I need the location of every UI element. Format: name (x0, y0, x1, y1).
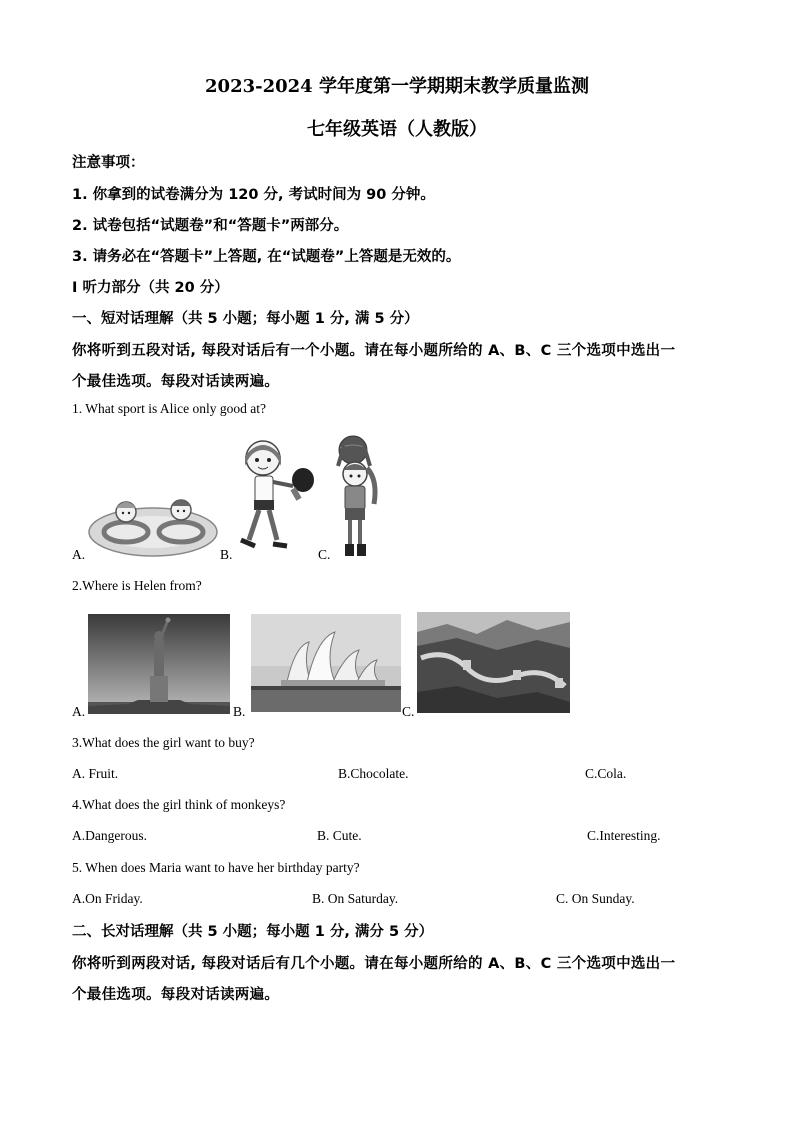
girl-basketball-image (330, 434, 390, 560)
q3-option-c: C.Cola. (585, 766, 627, 781)
statue-of-liberty-image (88, 614, 230, 714)
note-item-2: 2. 试卷包括“试题卷”和“答题卡”两部分。 (72, 218, 349, 234)
q4-option-a: A.Dangerous. (72, 828, 147, 843)
q4-option-c: C.Interesting. (587, 828, 661, 843)
q5-option-c: C. On Sunday. (556, 891, 635, 906)
exam-subtitle: 七年级英语（人教版） (307, 119, 487, 140)
question-1-text: 1. What sport is Alice only good at? (72, 401, 266, 416)
q1-option-c-label: C. (318, 547, 331, 562)
part1-heading: I 听力部分（共 20 分） (72, 280, 229, 296)
q2-option-b-label: B. (233, 704, 246, 719)
section2-instruction-line1: 你将听到两段对话, 每段对话后有几个小题。请在每小题所给的 A、B、C 三个选项中选出一 (72, 956, 676, 972)
q1-option-b-label: B. (220, 547, 233, 562)
note-item-3: 3. 请务必在“答题卡”上答题, 在“试题卷”上答题是无效的。 (72, 249, 461, 265)
girl-ping-pong-image (235, 436, 320, 558)
kids-swimming-image (86, 490, 220, 560)
q5-option-b: B. On Saturday. (312, 891, 399, 906)
section1-heading: 一、短对话理解（共 5 小题；每小题 1 分, 满 5 分） (72, 311, 419, 327)
question-5-text: 5. When does Maria want to have her birthday party? (72, 860, 360, 875)
q4-option-b: B. Cute. (317, 828, 362, 843)
note-item-1: 1. 你拿到的试卷满分为 120 分, 考试时间为 90 分钟。 (72, 187, 435, 203)
q2-option-a-label: A. (72, 704, 86, 719)
q3-option-a: A. Fruit. (72, 766, 119, 781)
section1-instruction-line1: 你将听到五段对话, 每段对话后有一个小题。请在每小题所给的 A、B、C 三个选项中选出一 (72, 343, 676, 359)
section2-heading: 二、长对话理解（共 5 小题；每小题 1 分, 满分 5 分） (72, 924, 434, 940)
question-2-text: 2.Where is Helen from? (72, 578, 202, 593)
section1-instruction-line2: 个最佳选项。每段对话读两遍。 (72, 374, 280, 390)
section2-instruction-line2: 个最佳选项。每段对话读两遍。 (72, 987, 280, 1003)
question-4-text: 4.What does the girl think of monkeys? (72, 797, 286, 812)
q3-option-b: B.Chocolate. (338, 766, 409, 781)
q2-option-c-label: C. (402, 704, 415, 719)
q1-option-a-label: A. (72, 547, 86, 562)
q5-option-a: A.On Friday. (72, 891, 143, 906)
sydney-opera-house-image (251, 614, 401, 712)
notes-heading: 注意事项： (72, 155, 145, 171)
great-wall-image (417, 612, 570, 713)
question-3-text: 3.What does the girl want to buy? (72, 735, 255, 750)
exam-title: 2023-2024 学年度第一学期期末教学质量监测 (205, 76, 589, 97)
